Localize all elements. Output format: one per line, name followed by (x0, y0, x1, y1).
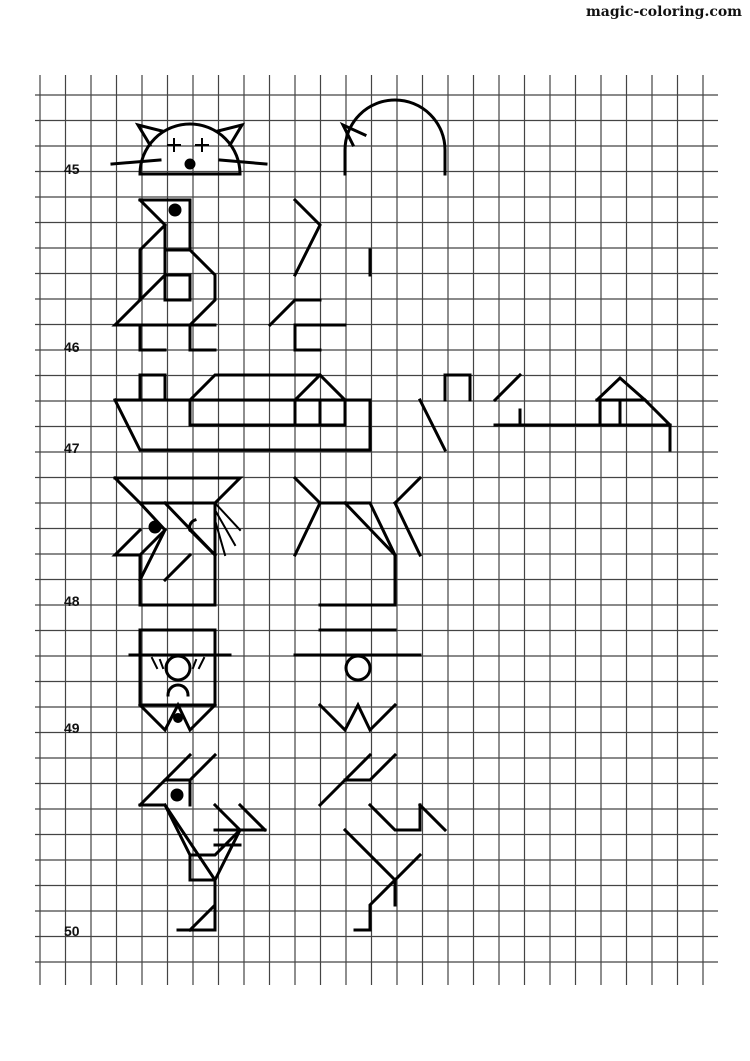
crested-bird-copy-partial (295, 478, 420, 605)
exercise-number-50: 50 (64, 923, 80, 939)
heron-copy-partial (320, 755, 445, 930)
exercise-number-45: 45 (64, 161, 80, 177)
heron-drawing (140, 755, 265, 930)
cat-drawing (112, 124, 266, 174)
ship-copy-partial (420, 375, 670, 450)
exercise-number-47: 47 (64, 440, 80, 456)
crested-bird-drawing (115, 478, 240, 605)
exercise-number-49: 49 (64, 720, 80, 736)
man-with-hat-copy-partial (295, 630, 420, 730)
ship-drawing (115, 375, 370, 450)
man-with-hat-drawing (130, 630, 230, 730)
exercise-numbers (64, 161, 80, 939)
exercise-number-46: 46 (64, 339, 80, 355)
exercise-number-48: 48 (64, 593, 80, 609)
site-watermark: magic-coloring.com (585, 4, 742, 20)
cat-copy-partial (343, 100, 445, 174)
grid-paper (35, 75, 718, 985)
